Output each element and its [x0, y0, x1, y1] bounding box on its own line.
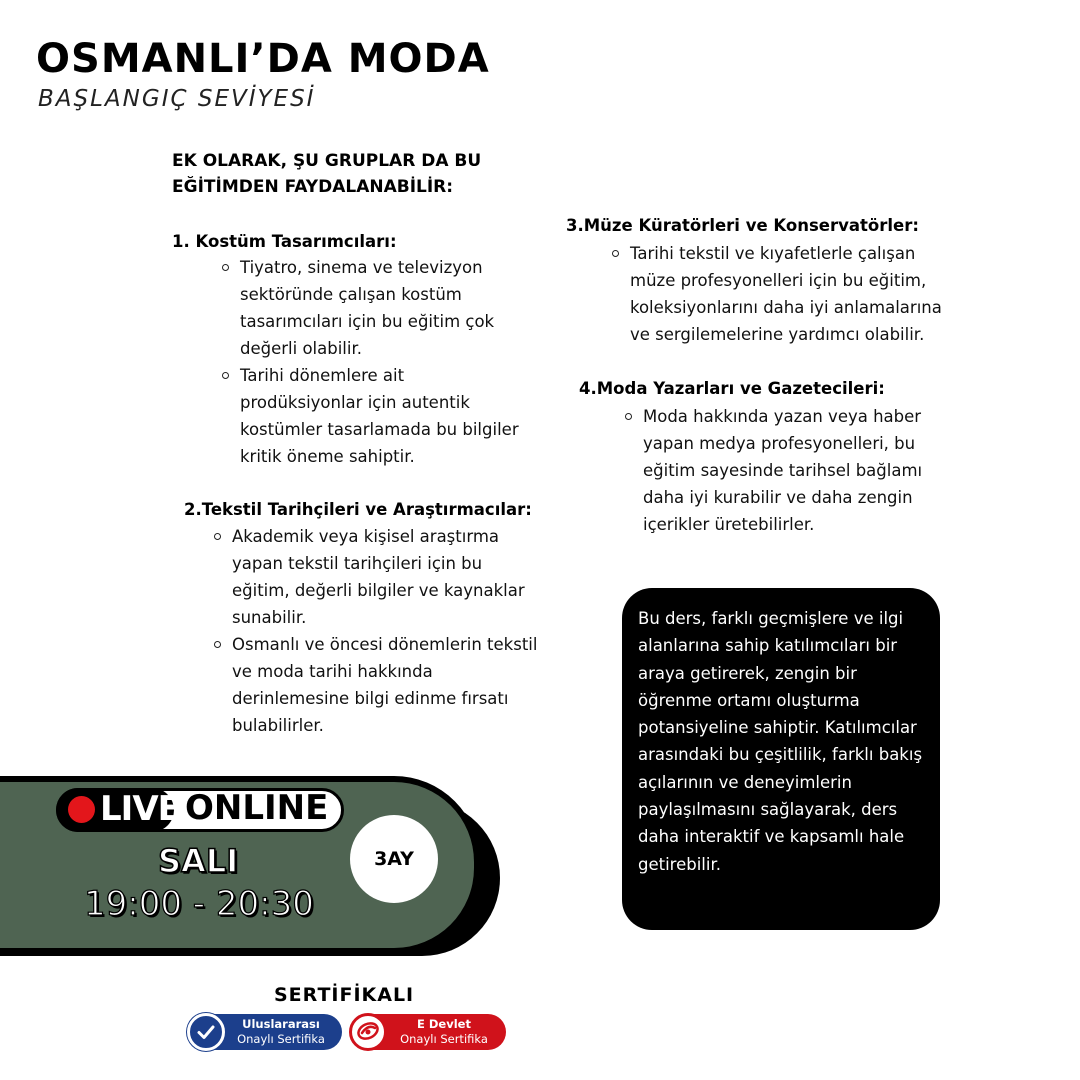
course-note-box	[622, 588, 940, 930]
page-title: OSMANLI’DA MODA	[36, 36, 490, 82]
list-item: Tarihi dönemlere ait prodüksiyonlar için autentik kostümler tasarlamada bu bilgiler kritik öneme sahiptir.	[222, 362, 522, 470]
duration-circle	[350, 815, 438, 903]
schedule-time: 19:00 - 20:30	[84, 884, 314, 924]
check-circle-icon	[187, 1013, 225, 1051]
page-subtitle: BAŞLANGIÇ SEVİYESİ	[38, 86, 316, 112]
list-item: Tarihi tekstil ve kıyafetlerle çalışan müze profesyonelleri için bu eğitim, koleksiyonlarını daha iyi anlamalarına ve sergilemelerine yardımcı olabilir.	[612, 240, 942, 348]
group-list-museum-curators	[612, 240, 942, 348]
e-devlet-logo-icon	[349, 1013, 387, 1051]
list-item: Moda hakkında yazan veya haber yapan medya profesyonelleri, bu eğitim sayesinde tarihsel bağlamı daha iyi kurabilir ve daha zengin içerikler üretebilirler.	[625, 403, 945, 538]
badge-line2: Onaylı Sertifika	[237, 1032, 325, 1046]
live-label: LIVE	[100, 789, 180, 829]
intro-heading: EK OLARAK, ŞU GRUPLAR DA BU EĞİTİMDEN FAYDALANABİLİR:	[172, 151, 482, 197]
international-certificate-badge	[188, 1014, 342, 1050]
group-title-fashion-writers: 4.Moda Yazarları ve Gazetecileri:	[579, 379, 885, 398]
group-list-costume-designers	[222, 254, 522, 470]
group-list-fashion-writers	[625, 403, 945, 538]
group-list-textile-historians	[214, 523, 539, 739]
list-item: Osmanlı ve öncesi dönemlerin tekstil ve moda tarihi hakkında derinlemesine bilgi edinme fırsatı bulabilirler.	[214, 631, 539, 739]
e-devlet-certificate-badge	[350, 1014, 506, 1050]
badge-line1: Uluslararası	[242, 1017, 320, 1031]
online-label: ONLINE	[185, 788, 329, 828]
live-record-dot-icon	[68, 796, 95, 823]
certificate-title: SERTİFİKALI	[274, 984, 415, 1006]
list-item: Tiyatro, sinema ve televizyon sektöründe çalışan kostüm tasarımcıları için bu eğitim çok değerli olabilir.	[222, 254, 522, 362]
group-title-museum-curators: 3.Müze Küratörleri ve Konservatörler:	[566, 216, 919, 235]
group-title-costume-designers: 1. Kostüm Tasarımcıları:	[172, 232, 397, 251]
badge-line2: Onaylı Sertifika	[400, 1032, 488, 1046]
badge-line1: E Devlet	[417, 1017, 471, 1031]
group-title-textile-historians: 2.Tekstil Tarihçileri ve Araştırmacılar:	[184, 500, 532, 519]
course-note-text: Bu ders, farklı geçmişlere ve ilgi alanlarına sahip katılımcıları bir araya getirerek, zengin bir öğrenme ortamı oluşturma potansiyeline sahiptir. Katılımcılar arasındaki bu çeşitlilik, farklı bakış açılarının ve deneyimlerin paylaşılmasını sağlayarak, ders daha interaktif ve kapsamlı hale getirebilir.	[638, 609, 923, 874]
list-item: Akademik veya kişisel araştırma yapan tekstil tarihçileri için bu eğitim, değerli bilgiler ve kaynaklar sunabilir.	[214, 523, 539, 631]
duration-label: 3AY	[374, 848, 414, 870]
schedule-day: SALI	[158, 842, 239, 880]
